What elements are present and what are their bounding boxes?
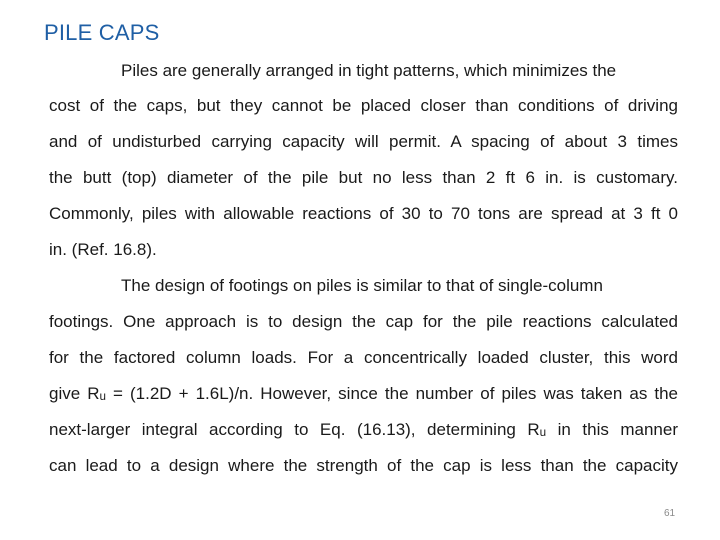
body-line: cost of the caps, but they cannot be placed closer than conditions of driving (49, 96, 678, 115)
body-line: footings. One approach is to design the cap for the pile reactions calculated (49, 312, 678, 331)
body-line: give Rᵤ = (1.2D + 1.6L)/n. However, since the number of piles was taken as the (49, 384, 678, 403)
body-line: and of undisturbed carrying capacity will permit. A spacing of about 3 times (49, 132, 678, 151)
body-line: next-larger integral according to Eq. (16.13), determining Rᵤ in this manner (49, 420, 678, 439)
body-line: Piles are generally arranged in tight patterns, which minimizes the (121, 61, 617, 80)
body-line: Commonly, piles with allowable reactions of 30 to 70 tons are spread at 3 ft 0 (49, 204, 678, 223)
page-number: 61 (664, 508, 676, 519)
body-line: the butt (top) diameter of the pile but no less than 2 ft 6 in. is customary. (49, 168, 678, 187)
body-line: The design of footings on piles is similar to that of single-column (121, 276, 603, 295)
body-line: in. (Ref. 16.8). (49, 240, 157, 259)
slide-title: PILE CAPS (44, 20, 160, 45)
body-line: can lead to a design where the strength of the cap is less than the capacity (49, 456, 678, 475)
body-line: for the factored column loads. For a concentrically loaded cluster, this word (49, 348, 678, 367)
